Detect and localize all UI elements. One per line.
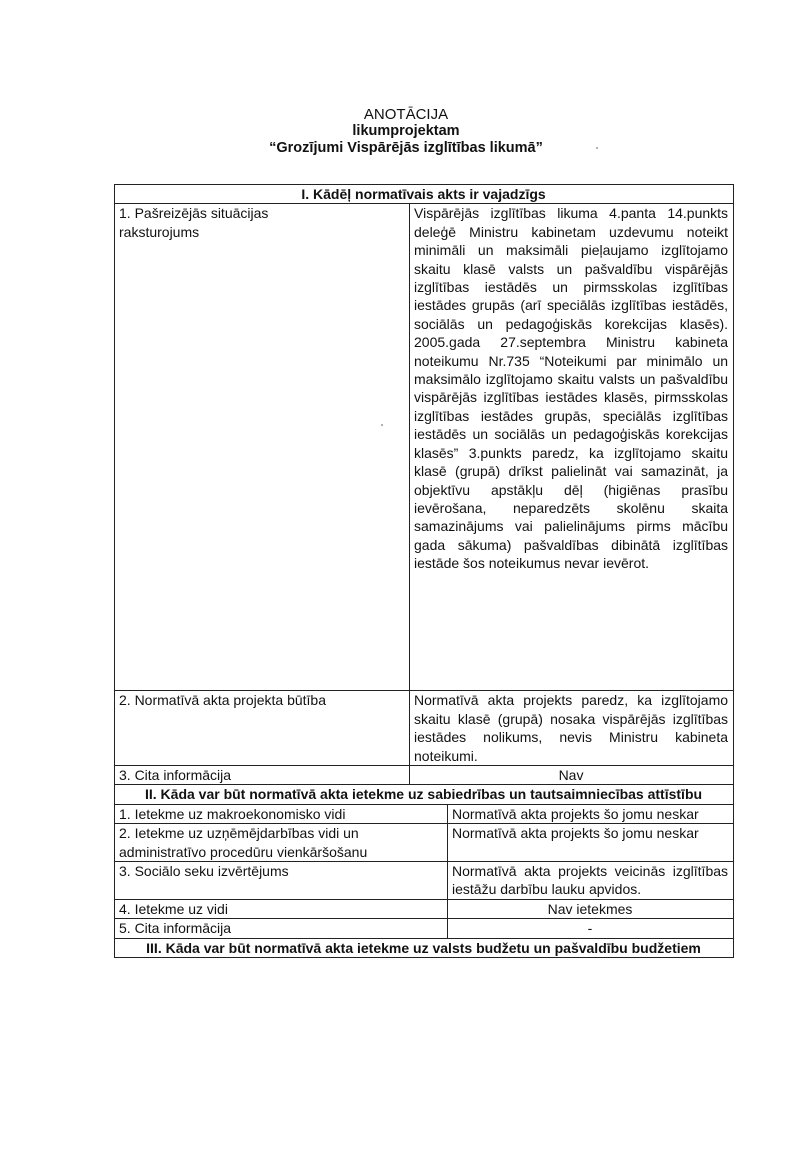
scan-speck: [596, 147, 598, 149]
section-heading-row: [115, 185, 734, 204]
row-value: Vispārējās izglītības likuma 4.panta 14.punkts deleģē Ministru kabinetam uzdevumu noteikt minimāli un maksimāli pieļaujamo izglītojamo skaitu klasē valsts un pašvaldību vispārējās izglītības iestādēs un pirmsskolas izglītības iestādes grupās (arī speciālās izglītības iestādēs, sociālās un pedagoģiskās korekcijas klasēs). 2005.gada 27.septembra Ministru kabineta noteikumu Nr.735 “Noteikumi par minimālo un maksimālo izglītojamo skaitu valsts un pašvaldību vispārējās izglītības iestādes klasēs, pirmsskolas izglītības iestādes grupās, speciālās izglītības iestādēs un sociālās un pedagoģiskās korekcijas klasēs” 3.punkts paredz, ka izglītojamo skaitu klasē (grupā) drīkst palielināt vai samazināt, ja objektīvu apstākļu dēļ (higiēnas prasību ievērošana, neparedzēts skolēnu skaita samazinājums vai palielinājums pirms mācību gada sākuma) pašvaldības dibinātā izglītības iestāde šos noteikumus nevar ievērot.: [410, 204, 734, 691]
table-row: [115, 899, 734, 918]
row-value: Normatīvā akta projekts veicinās izglītības iestāžu darbību lauku apvidos.: [448, 862, 734, 900]
row-label: 3. Sociālo seku izvērtējums: [115, 862, 448, 900]
row-label: 3. Cita informācija: [115, 766, 410, 785]
table-row: [115, 691, 734, 766]
section-heading-row: [115, 785, 734, 804]
table-row: [115, 766, 734, 785]
table-row: [115, 824, 734, 862]
row-value: Normatīvā akta projekts šo jomu neskar: [448, 804, 734, 823]
section-3-heading: III. Kāda var būt normatīvā akta ietekme uz valsts budžetu un pašvaldību budžetiem: [115, 938, 734, 957]
table-row: [115, 919, 734, 938]
table-row: [115, 804, 734, 823]
row-label: 4. Ietekme uz vidi: [115, 899, 448, 918]
row-value: -: [448, 919, 734, 938]
row-value: Nav ietekmes: [448, 899, 734, 918]
row-value: Normatīvā akta projekts paredz, ka izglītojamo skaitu klasē (grupā) nosaka vispārējās izglītības iestādes nolikums, nevis Ministru kabineta noteikumi.: [410, 691, 734, 766]
row-label: 1. Ietekme uz makroekonomisko vidi: [115, 804, 448, 823]
document-title-block: [0, 106, 812, 157]
table-row: [115, 862, 734, 900]
section-2-heading: II. Kāda var būt normatīvā akta ietekme uz sabiedrības un tautsaimniecības attīstību: [115, 785, 734, 804]
section-heading-row: [115, 938, 734, 957]
annotation-table: [114, 184, 734, 958]
document-name: “Grozījumi Vispārējās izglītības likumā”: [269, 140, 543, 156]
row-label: 5. Cita informācija: [115, 919, 448, 938]
document-subtitle: likumprojektam: [352, 123, 460, 139]
row-value: Normatīvā akta projekts šo jomu neskar: [448, 824, 734, 862]
row-label: 2. Ietekme uz uzņēmējdarbības vidi un administratīvo procedūru vienkāršošanu: [115, 824, 448, 862]
row-label: 2. Normatīvā akta projekta būtība: [115, 691, 410, 766]
section-1-heading: I. Kādēļ normatīvais akts ir vajadzīgs: [115, 185, 734, 204]
row-value: Nav: [410, 766, 734, 785]
document-title: ANOTĀCIJA: [363, 106, 449, 123]
row-label: 1. Pašreizējās situācijas raksturojums: [115, 204, 410, 691]
table-row: [115, 204, 734, 691]
